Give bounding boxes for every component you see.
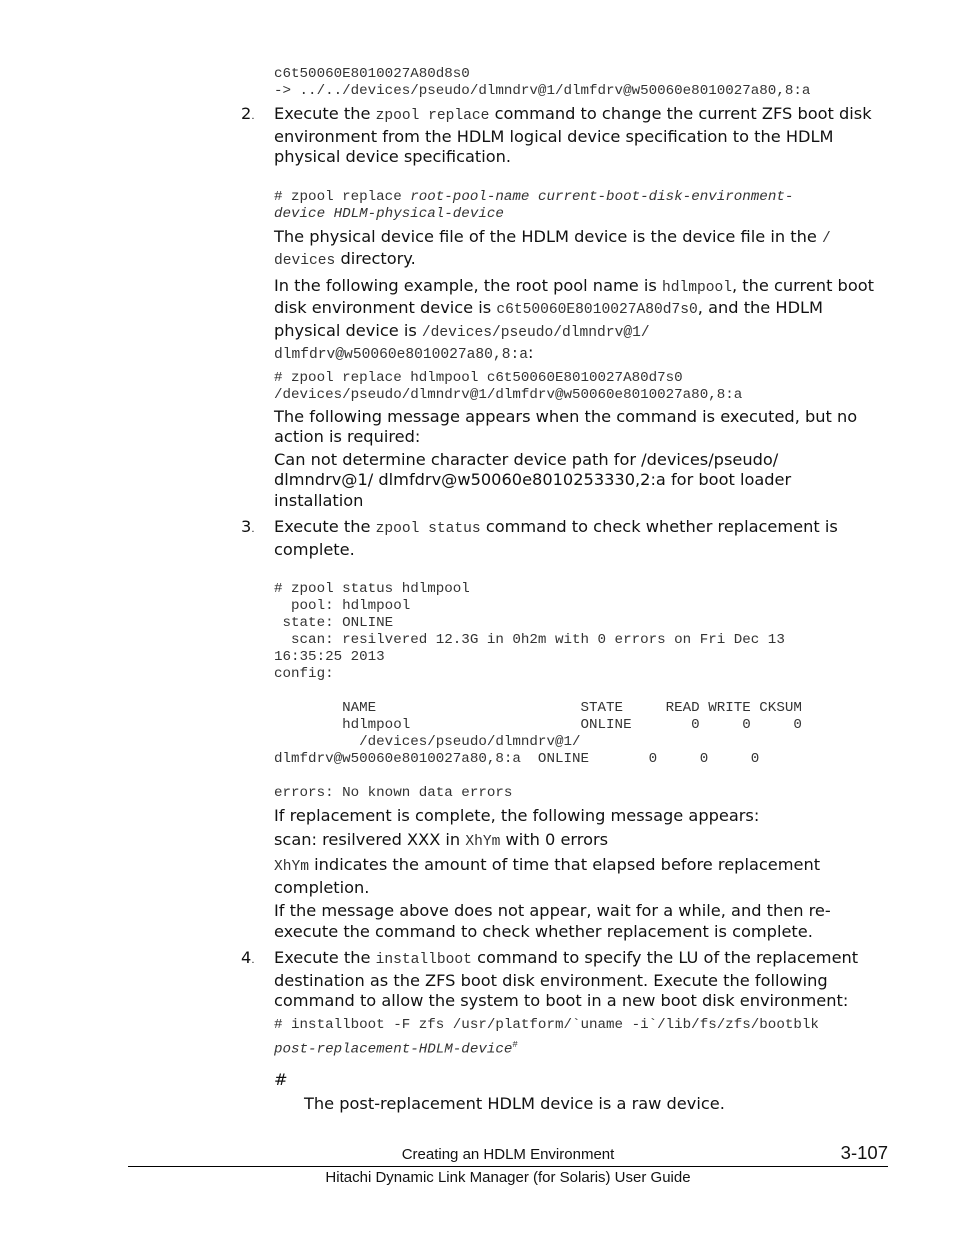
step-2-text: Execute the zpool replace command to change the current ZFS boot disk environment from the HDLM logical device specification to the HDLM physical device specification. [274,104,872,166]
footer-divider [128,1166,888,1167]
step-2-para-3: The following message appears when the command is executed, but no action is required: [274,406,858,446]
step-4 [241,948,889,1114]
step-number: 3. [241,517,255,536]
footer-page-number: 3-107 [840,1142,888,1163]
step-2-para-1: The physical device file of the HDLM device is the device file in the / devices directory. [274,226,831,269]
step-2-example: # zpool replace hdlmpool c6t50060E8010027A80d7s0 /devices/pseudo/dlmndrv@1/dlmfdrv@w50060e8010027a80,8:a [274,369,743,403]
step-3 [241,517,889,942]
step-3-para-3: XhYm indicates the amount of time that elapsed before replacement completion. [274,855,821,897]
step-number: 4. [241,948,255,967]
page-content [241,66,889,1114]
step-2-para-2: In the following example, the root pool name is hdlmpool, the current boot disk environment device is c6t50060E8010027A80d7s0, and the HDLM physical device is /devices/pseudo/dlmndrv@1/ dlmfdrv@w50060e8010027a80,8:a: [274,275,874,363]
step-2-syntax: # zpool replace root-pool-name current-boot-disk-environment- device HDLM-physical-device [274,188,794,222]
step-3-para-1: If replacement is complete, the following message appears: [274,806,760,825]
step-number: 2. [241,104,255,123]
footer-guide-title: Hitachi Dynamic Link Manager (for Solaris) User Guide [325,1169,691,1186]
step-3-output: # zpool status hdlmpool pool: hdlmpool state: ONLINE scan: resilvered 12.3G in 0h2m with 0 errors on Fri Dec 13 16:35:25 2013 config: NAME STATE READ WRITE CKSUM hdlmpool ONLINE 0 0 0 /devices/pseudo/dlmndrv@1/ dlmfdrv@w50060e8010027a80,8:a ONLINE 0 0 0 errors: No known data errors [274,581,802,801]
top-code-block [274,66,889,100]
step-4-command: # installboot -F zfs /usr/platform/`uname -i`/lib/fs/zfs/bootblk post-replacement-HDLM-device# [274,1016,819,1058]
step-4-text: Execute the installboot command to specify the LU of the replacement destination as the ZFS boot disk environment. Execute the following command to allow the system to boot in a new boot disk environment: [274,948,859,1010]
footer-section-title: Creating an HDLM Environment [401,1146,615,1163]
step-3-para-4: If the message above does not appear, wait for a while, and then re-execute the command to check whether replacement is complete. [274,901,831,941]
code-line: c6t50060E8010027A80d8s0 [274,66,470,82]
note-mark: # [274,1070,288,1090]
step-3-text: Execute the zpool status command to check whether replacement is complete. [274,517,838,559]
step-3-para-2: scan: resilvered XXX in XhYm with 0 errors [274,829,609,850]
code-line: -> ../../devices/pseudo/dlmndrv@1/dlmfdrv@w50060e8010027a80,8:a [274,83,811,99]
step-2-para-4: Can not determine character device path for /devices/pseudo/ dlmndrv@1/ dlmfdrv@w50060e8010253330,2:a for boot loader installation [274,449,792,510]
step-2 [241,104,889,511]
note-text: The post-replacement HDLM device is a raw device. [304,1093,725,1113]
